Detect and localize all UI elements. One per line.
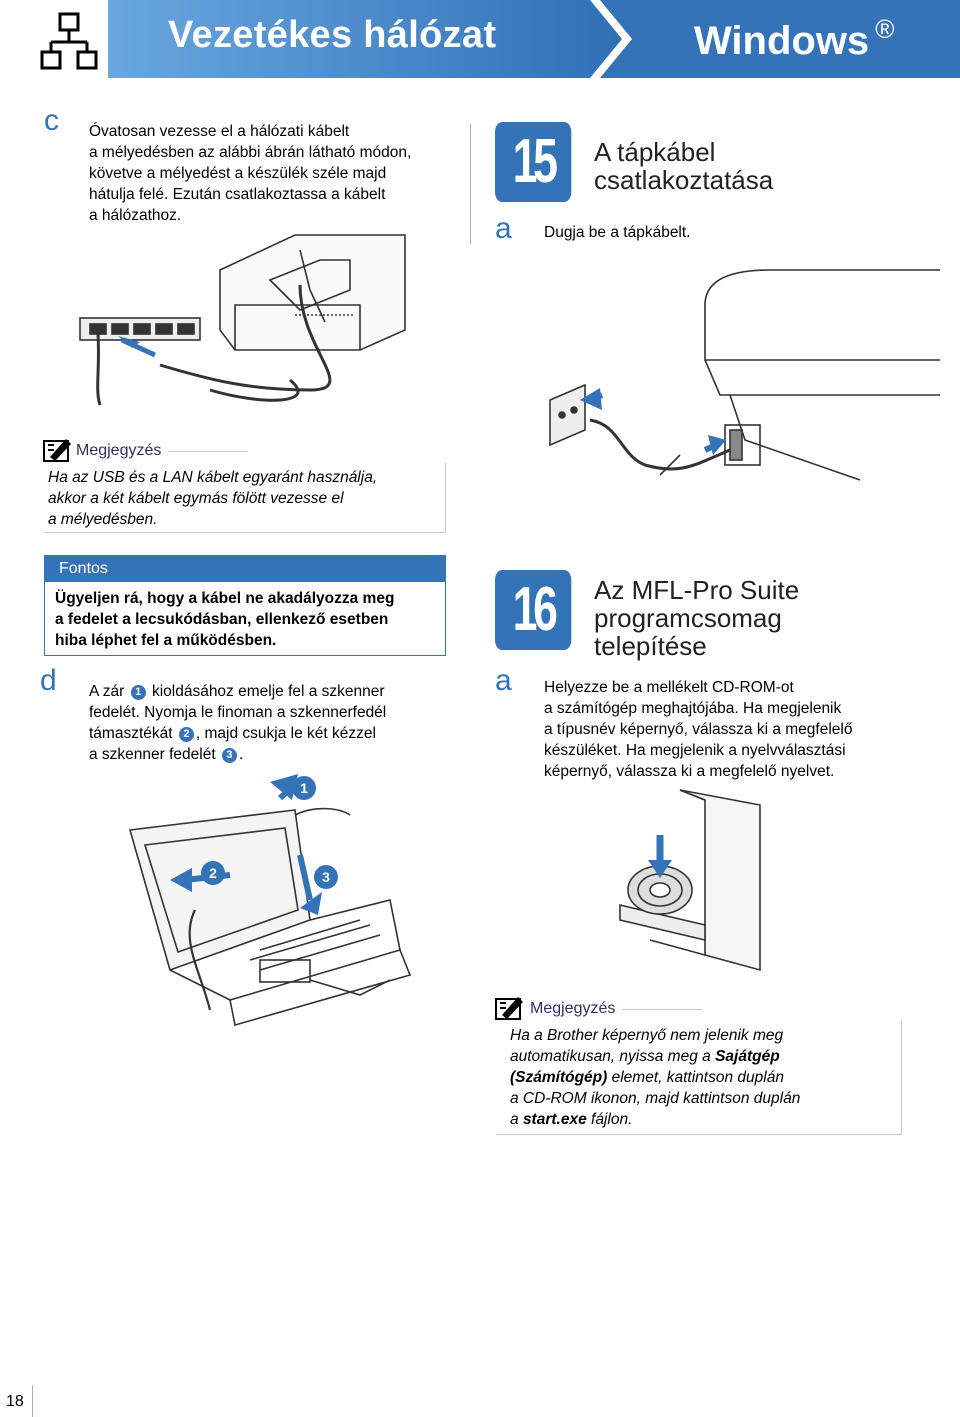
important-label: Fontos — [45, 556, 445, 582]
step-c-line: Óvatosan vezesse el a hálózati kábelt — [89, 123, 350, 140]
step-letter-c: c — [44, 104, 59, 137]
step-c-line: hátulja felé. Ezután csatlakoztassa a kábelt — [89, 186, 386, 203]
text-span: , majd csukja le két kézzel — [195, 725, 376, 742]
text-span: a — [510, 1111, 523, 1128]
os-label — [694, 14, 894, 64]
title-line: programcsomag — [594, 603, 782, 633]
figure-marker-1: 1 — [300, 780, 308, 796]
note-divider — [622, 1009, 702, 1010]
text-span: A zár — [89, 683, 129, 700]
note-2-line — [510, 1046, 800, 1067]
step-letter-a-16: a — [495, 664, 512, 697]
os-name: Windows — [694, 19, 870, 63]
scanner-lid-illustration — [100, 770, 450, 1030]
registered-mark: ® — [875, 14, 895, 44]
step-d-line-2: fedelét. Nyomja le finoman a szkennerfedél — [89, 704, 387, 721]
computer-label: (Számítógép) — [510, 1069, 608, 1086]
title-line: A tápkábel — [594, 137, 716, 167]
step-15a-text: Dugja be a tápkábelt. — [544, 224, 691, 241]
note-2-line — [510, 1109, 800, 1130]
step-16-title — [594, 576, 799, 660]
step-c-text — [89, 121, 469, 226]
step-c-line: a hálózathoz. — [89, 207, 182, 224]
step-d-line-3 — [89, 723, 469, 744]
important-line: a fedelet a lecsukódásban, ellenkező esetben — [55, 611, 389, 628]
step-c-line: követve a mélyedést a készülék széle majd — [89, 165, 387, 182]
step-c-line: a mélyedésben az alábbi ábrán látható módon, — [89, 144, 412, 161]
note-label: Megjegyzés — [76, 442, 162, 459]
note-line-text: a mélyedésben. — [48, 511, 158, 528]
note-2-line: a CD-ROM ikonon, majd kattintson duplán — [510, 1090, 801, 1107]
step-letter-d: d — [40, 664, 57, 697]
important-line: hiba léphet fel a működésben. — [55, 632, 277, 649]
header-bar — [0, 0, 960, 78]
important-box — [44, 555, 446, 656]
network-icon — [0, 0, 108, 78]
text-span: kioldásához emelje fel a szkenner — [147, 683, 385, 700]
important-line: Ügyeljen rá, hogy a kábel ne akadályozza meg — [55, 590, 395, 607]
step-number-16: 16 — [495, 570, 571, 650]
text-span: . — [238, 746, 244, 763]
step-16a-line: a típusnév képernyő, válassza ki a megfelelő — [544, 721, 853, 738]
figure-marker-3: 3 — [322, 869, 330, 885]
step-16a-line: képernyő, válassza ki a megfelelő nyelvet. — [544, 763, 835, 780]
note-label: Megjegyzés — [530, 1000, 616, 1017]
cd-drive-illustration — [610, 780, 770, 975]
note-line-text: akkor a két kábelt egymás fölött vezesse el — [48, 490, 344, 507]
power-cable-illustration — [530, 250, 940, 510]
note-2-line: Ha a Brother képernyő nem jelenik meg — [510, 1027, 784, 1044]
network-cable-illustration — [60, 230, 420, 415]
note-box — [44, 437, 446, 533]
my-computer-label: Sajátgép — [715, 1048, 780, 1065]
note-2-text — [510, 1025, 800, 1130]
figure-marker-2: 2 — [209, 865, 217, 881]
note-box-2 — [496, 995, 902, 1135]
page-title: Vezetékes hálózat — [168, 14, 497, 56]
text-span: fájlon. — [586, 1111, 633, 1128]
marker-1: 1 — [131, 685, 146, 700]
text-span: támasztékát — [89, 725, 177, 742]
marker-2: 2 — [179, 727, 194, 742]
marker-3: 3 — [222, 748, 237, 763]
note-text — [48, 467, 377, 530]
note-divider — [168, 451, 248, 452]
step-16a-line: készüléket. Ha megjelenik a nyelvválasztási — [544, 742, 846, 759]
note-2-line — [510, 1067, 800, 1088]
title-line: csatlakoztatása — [594, 165, 774, 195]
step-d-text — [89, 681, 469, 765]
text-span: automatikusan, nyissa meg a — [510, 1048, 716, 1065]
page-number: 18 — [6, 1393, 24, 1410]
text-span: elemet, kattintson duplán — [607, 1069, 784, 1086]
column-divider — [470, 124, 471, 244]
step-letter-a: a — [495, 212, 512, 245]
title-line: telepítése — [594, 631, 707, 661]
title-line: Az MFL-Pro Suite — [594, 575, 800, 605]
step-number-15: 15 — [495, 122, 571, 202]
step-16a-text — [544, 677, 944, 782]
text-span: a szkenner fedelét — [89, 746, 220, 763]
step-16a-line: Helyezze be a mellékelt CD-ROM-ot — [544, 679, 794, 696]
note-line-text: Ha az USB és a LAN kábelt egyaránt használja, — [48, 469, 378, 486]
step-16a-line: a számítógép meghajtójába. Ha megjelenik — [544, 700, 842, 717]
note-pencil-icon — [496, 995, 526, 1021]
step-d-line-1 — [89, 681, 469, 702]
start-exe-label: start.exe — [522, 1111, 587, 1128]
note-pencil-icon — [44, 437, 74, 463]
step-d-line-4 — [89, 744, 469, 765]
important-text — [45, 582, 445, 657]
step-15-title — [594, 138, 773, 194]
